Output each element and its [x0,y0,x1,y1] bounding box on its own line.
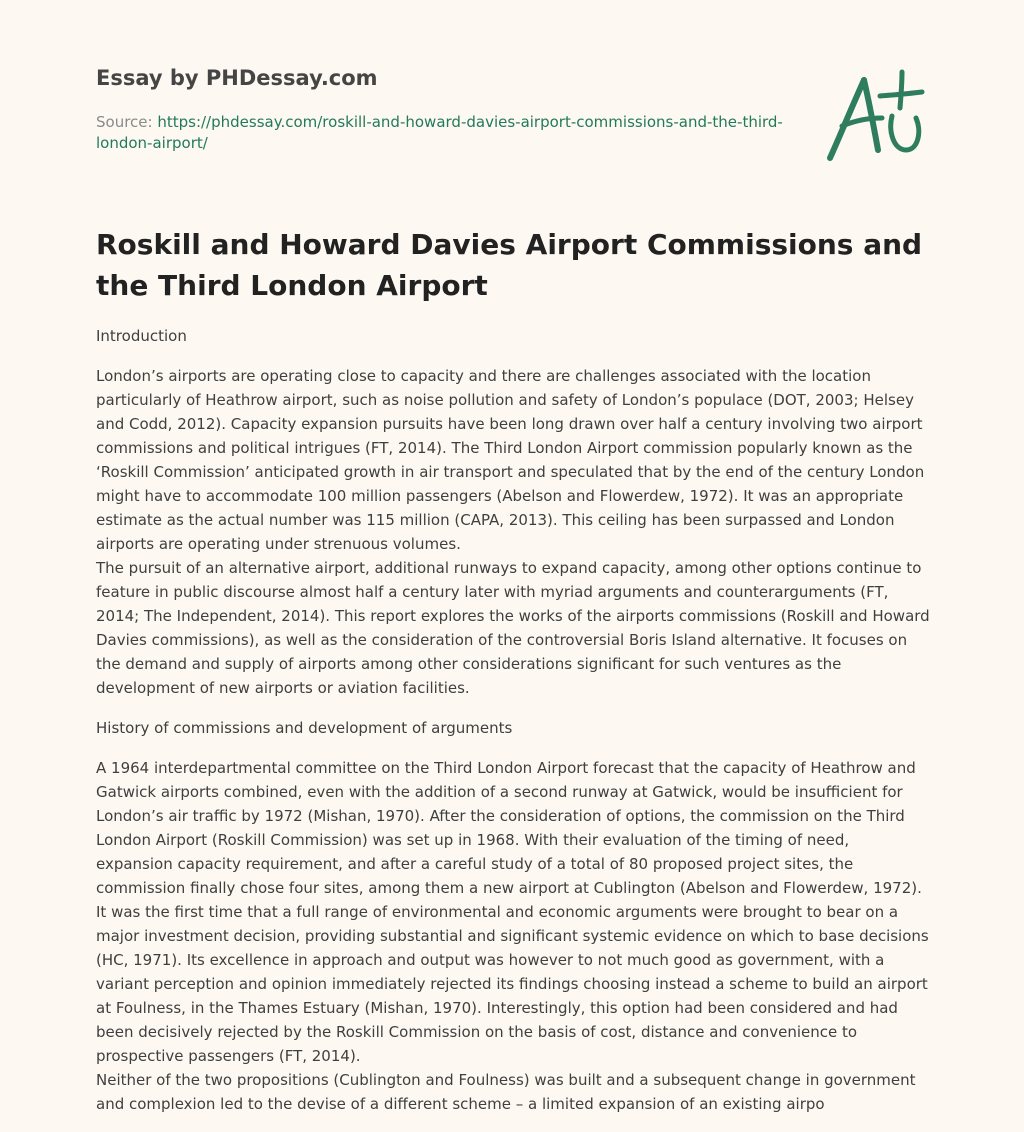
section-heading: History of commissions and development of arguments [96,719,513,737]
paragraph: A 1964 interdepartmental committee on the Third London Airport forecast that the capacity of Heathrow and Gatwick airports combined, even with the addition of a second runway at Gatwick, would be insufficient for London’s air traffic by 1972 (Mishan, 1970). After the consideration of options, the commission on the Third London Airport (Roskill Commission) was set up in 1968. With their evaluation of the timing of need, expansion capacity requirement, and after a careful study of a total of 80 proposed project sites, the commission finally chose four sites, among them a new airport at Cublington (Abelson and Flowerdew, 1972). [96,759,922,897]
paragraph: It was the first time that a full range of environmental and economic arguments were brought to bear on a major investment decision, providing substantial and significant systemic evidence on which to base decisions (HC, 1971). Its excellence in approach and output was however to not much good as government, with a variant perception and opinion immediately rejected its findings choosing instead a scheme to build an airport at Foulness, in the Thames Estuary (Mishan, 1970). Interestingly, this option had been considered and had been decisively rejected by the Roskill Commission on the basis of cost, distance and convenience to prospective passengers (FT, 2014). [96,903,929,1065]
paragraph: London’s airports are operating close to capacity and there are challenges associated with the location particularly of Heathrow airport, such as noise pollution and safety of London’s populace (DOT, 2003; Helsey and Codd, 2012). Capacity expansion pursuits have been long drawn over half a century involving two airport commissions and political intrigues (FT, 2014). The Third London Airport commission popularly known as the ‘Roskill Commission’ anticipated growth in air transport and speculated that by the end of the century London might have to accommodate 100 million passengers (Abelson and Flowerdew, 1972). It was an appropriate estimate as the actual number was 115 million (CAPA, 2013). This ceiling has been surpassed and London airports are operating under strenuous volumes. [96,367,925,553]
paragraph: The pursuit of an alternative airport, additional runways to expand capacity, among other options continue to feature in public discourse almost half a century later with myriad arguments and counterarguments (FT, 2014; The Independent, 2014). This report explores the works of the airports commissions (Roskill and Howard Davies commissions), as well as the consideration of the controversial Boris Island alternative. It focuses on the demand and supply of airports among other considerations significant for such ventures as the development of new airports or aviation facilities. [96,559,930,697]
section-heading: Introduction [96,327,187,345]
brand-name: Essay by PHDessay.com [96,66,378,90]
article-title: Roskill and Howard Davies Airport Commissions and the Third London Airport [96,228,923,302]
source-label: Source: [96,113,158,131]
article-body [96,324,930,1116]
source-link[interactable]: https://phdessay.com/roskill-and-howard-davies-airport-commissions-and-the-third-london-airport/ [96,113,783,152]
a-plus-grade-icon [822,66,928,166]
source-line [96,112,796,154]
paragraph: Neither of the two propositions (Cublington and Foulness) was built and a subsequent change in government and complexion led to the devise of a different scheme – a limited expansion of an existing airpo [96,1071,916,1113]
